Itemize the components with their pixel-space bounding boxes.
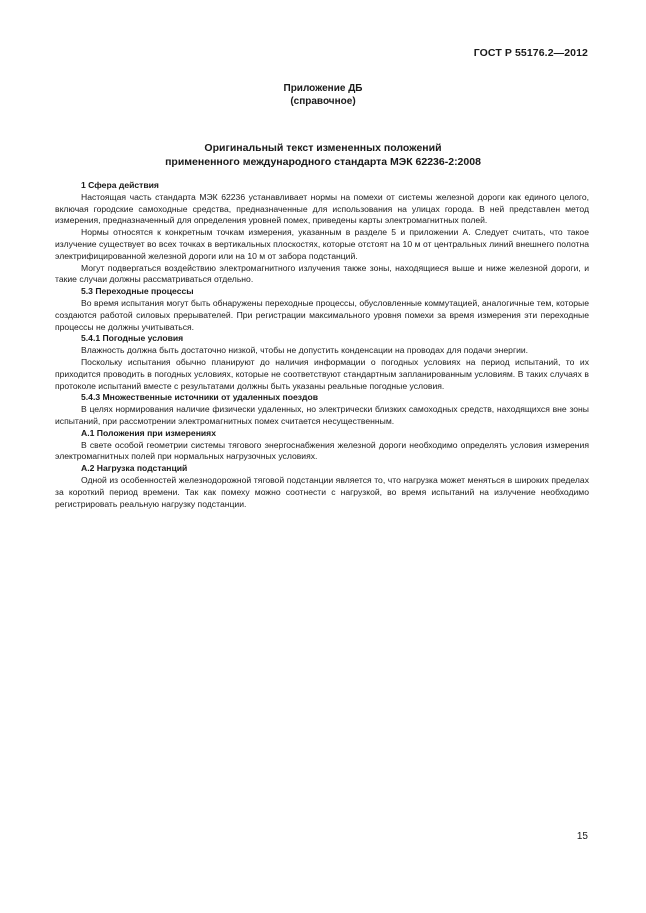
section-heading-measurement-positions: А.1 Положения при измерениях [81,427,216,438]
paragraph: Нормы относятся к конкретным точкам измерения, указанным в разделе 5 и приложении А. Следует считать, что такое излучение существует во всех точках в вертикальных плоскостях, которые отстоят на 10 м от центральных линий внешнего полотна электрифицированной железной дороги или на 10 м от забора подстанций. [55,227,589,261]
section-heading-multiple-sources: 5.4.3 Множественные источники от удаленных поездов [81,392,319,403]
section-heading-weather: 5.4.1 Погодные условия [81,333,184,344]
section-heading-substation-load: А.2 Нагрузка подстанций [81,463,188,474]
page-number: 15 [576,831,588,842]
appendix-subtitle: (справочное) [290,96,356,107]
paragraph: Настоящая часть стандарта МЭК 62236 устанавливает нормы на помехи от системы железной дороги как единого целого, включая городские самоходные средства, предназначенные для использования на улицах города. В ней представлен метод измерения, предназначенный для определения уровней помех, приведены карты электромагнитных полей. [55,191,589,226]
document-title-line-1: Оригинальный текст измененных положений [204,142,442,154]
section-heading-scope: 1 Сфера действия [81,180,159,190]
paragraph: Одной из особенностей железнодорожной тяговой подстанции является то, что нагрузка может меняться в широких пределах за короткий период времени. Так как помеху можно соотнести с нагрузкой, во время испытаний на излучение необходимо регистрировать реальную нагрузку подстанции. [55,474,589,509]
paragraph: В целях нормирования наличие физически удаленных, но электрически близких самоходных средств, находящихся вне зоны испытаний, при рассмотрении электромагнитных помех считается несущественным. [55,404,589,426]
paragraph: Могут подвергаться воздействию электромагнитного излучения также зоны, находящиеся выше и ниже железной дороги, и такие случаи должны рассматриваться отдельно. [55,262,589,285]
document-title-line-2: примененного международного стандарта МЭК 62236-2:2008 [165,156,481,168]
appendix-heading [0,82,646,108]
standard-header: ГОСТ Р 55176.2—2012 [473,47,588,59]
paragraph: В свете особой геометрии системы тягового энергоснабжения железной дороги необходимо определять условия измерения электромагнитных полей при нормальных нагрузочных условиях. [55,439,589,462]
appendix-title: Приложение ДБ [283,83,363,94]
document-title [0,141,646,169]
document-body [55,180,589,510]
paragraph: Влажность должна быть достаточно низкой, чтобы не допустить конденсации на проводах для подачи энергии. [81,345,529,356]
section-heading-transients: 5.3 Переходные процессы [81,286,194,297]
paragraph: Поскольку испытания обычно планируют до наличия информации о погодных условиях на период испытаний, то их приходится проводить в погодных условиях, которые не соответствуют стандартным запланированным условиям. В таких случаях в протоколе испытаний вместе с результатами должны быть указаны реальные погодные условия. [55,356,589,391]
paragraph: Во время испытания могут быть обнаружены переходные процессы, обусловленные коммутацией, аналогичные тем, которые создаются работой силовых прерывателей. При регистрации максимального уровня помехи за время измерения эти переходные процессы не должны учитываться. [55,297,589,332]
